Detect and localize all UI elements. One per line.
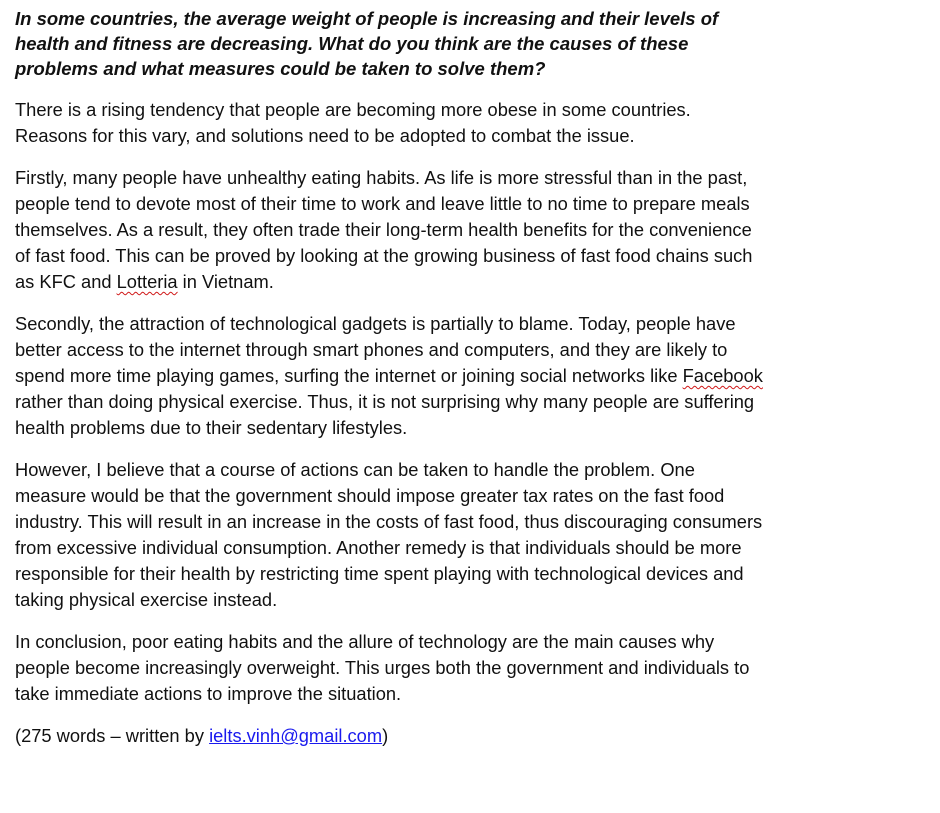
footer-text: ) [382,725,389,746]
footer-text: (275 words – written by [15,725,210,746]
paragraph-line: Reasons for this vary, and solutions need to be adopted to combat the issue. [15,125,635,146]
paragraph-line: of fast food. This can be proved by looking at the growing business of fast food chains such [15,245,753,266]
paragraph-line: industry. This will result in an increase in the costs of fast food, thus discouraging consumers [15,511,763,532]
line-text: as KFC and [15,271,117,292]
essay-prompt [15,6,920,81]
spellcheck-flagged-word[interactable]: Facebook [682,365,763,386]
paragraph-line: better access to the internet through smart phones and computers, and they are likely to [15,339,728,360]
introduction-paragraph [15,97,930,149]
prompt-line: problems and what measures could be taken to solve them? [15,58,546,79]
paragraph-line: take immediate actions to improve the situation. [15,683,402,704]
line-text: spend more time playing games, surfing the internet or joining social networks like [15,365,683,386]
line-text: in Vietnam. [177,271,274,292]
paragraph-line: people become increasingly overweight. This urges both the government and individuals to [15,657,750,678]
body-paragraph-1 [15,165,930,295]
author-email-link[interactable]: ielts.vinh@gmail.com [209,725,383,746]
paragraph-line: There is a rising tendency that people are becoming more obese in some countries. [15,99,691,120]
prompt-line: In some countries, the average weight of people is increasing and their levels of [15,8,719,29]
paragraph-line: taking physical exercise instead. [15,589,278,610]
spellcheck-flagged-word[interactable]: Lotteria [116,271,178,292]
paragraph-line: health problems due to their sedentary lifestyles. [15,417,408,438]
body-paragraph-2 [15,311,930,441]
body-paragraph-3 [15,457,930,613]
prompt-line: health and fitness are decreasing. What do you think are the causes of these [15,33,689,54]
paragraph-line: measure would be that the government should impose greater tax rates on the fast food [15,485,725,506]
paragraph-line: people tend to devote most of their time to work and leave little to no time to prepare meals [15,193,750,214]
paragraph-line [15,269,930,295]
conclusion-paragraph [15,629,930,707]
word-count-footer [15,723,940,749]
paragraph-line: In conclusion, poor eating habits and the allure of technology are the main causes why [15,631,715,652]
paragraph-line: However, I believe that a course of actions can be taken to handle the problem. One [15,459,695,480]
paragraph-line: from excessive individual consumption. Another remedy is that individuals should be more [15,537,742,558]
paragraph-line: Secondly, the attraction of technological gadgets is partially to blame. Today, people have [15,313,736,334]
paragraph-line: rather than doing physical exercise. Thus, it is not surprising why many people are suffering [15,391,755,412]
paragraph-line: Firstly, many people have unhealthy eating habits. As life is more stressful than in the past, [15,167,748,188]
paragraph-line: themselves. As a result, they often trade their long-term health benefits for the convenience [15,219,752,240]
paragraph-line: responsible for their health by restricting time spent playing with technological devices and [15,563,744,584]
paragraph-line [15,363,930,389]
